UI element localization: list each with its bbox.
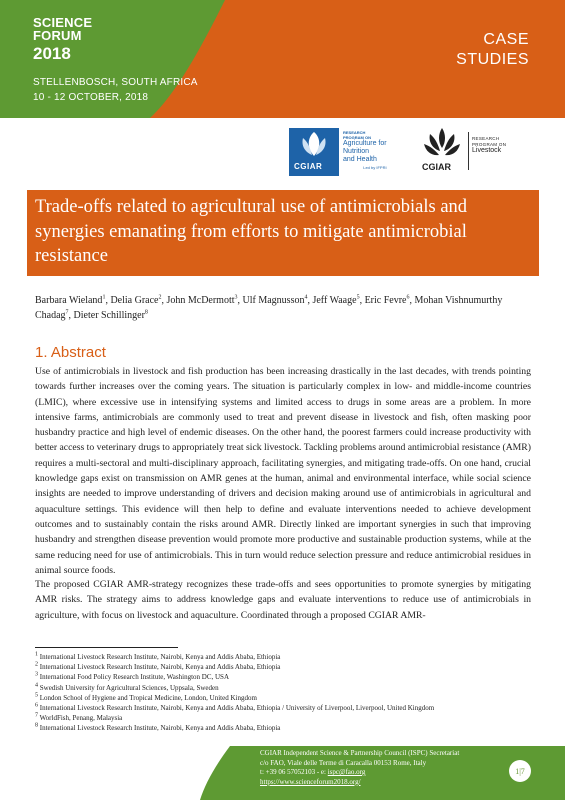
a4nh-logo-text [339,128,387,176]
livestock-line1: RESEARCH [472,136,500,141]
footer-white-curve [0,746,230,800]
footnote [35,683,545,693]
a4nh-line3: Agriculture for [343,140,387,147]
forum-dates: 10 - 12 OCTOBER, 2018 [33,92,149,103]
author [243,295,313,306]
a4nh-logo [289,128,397,176]
footnote-marker: 5 [35,692,38,699]
author-affiliation-marker: 6 [406,294,410,301]
livestock-logo [418,124,538,178]
footnote-marker: 3 [35,672,38,679]
case-studies-label [456,30,529,70]
title-band [27,190,539,276]
a4nh-line5: and Health [343,156,377,163]
footnote [35,723,545,733]
forum-year: 2018 [33,44,71,63]
author-affiliation-marker: 4 [304,294,308,301]
a4nh-line4: Nutrition [343,148,370,155]
author-name: Dieter Schillinger [73,310,145,321]
footnote [35,662,545,672]
page-number: 1|7 [509,760,531,782]
author [365,295,415,306]
author [312,295,364,306]
footnote-marker: 1 [35,651,38,658]
footnote [35,693,545,703]
footer-line1: CGIAR Independent Science & Partnership Council (ISPC) Secretariat [260,749,460,757]
author [166,295,242,306]
footnote-text: International Livestock Research Institute, Nairobi, Kenya and Addis Ababa, Ethiopia / University of Liverpool, Liverpool, United Kingdom [38,704,435,713]
footer-contact [260,749,459,787]
footnote [35,703,545,713]
case-line2: STUDIES [456,51,529,68]
footnote-divider [35,647,178,648]
section-title: Abstract [50,344,106,361]
author-separator: , [307,295,313,306]
footer-line2: c/o FAO, Viale delle Terme di Caracalla 00153 Rome, Italy [260,758,427,767]
livestock-logo-text [472,136,506,154]
author-name: Barbara Wieland [35,295,103,306]
footnote-text: Swedish University for Agricultural Sciences, Uppsala, Sweden [38,683,219,692]
a4nh-cgiar-text: CGIAR [294,162,323,171]
author [110,295,166,306]
author-affiliation-marker: 5 [356,294,360,301]
a4nh-logo-mark [289,128,339,176]
author-affiliation-marker: 2 [158,294,162,301]
footnote-marker: 7 [35,712,38,719]
footnote-marker: 8 [35,723,38,730]
livestock-line3: Livestock [472,147,502,154]
forum-name-line1: SCIENCE [33,15,93,30]
footnote [35,652,545,662]
author-affiliation-marker: 1 [102,294,106,301]
author-affiliation-marker: 7 [65,309,69,316]
author-separator: , [68,310,74,321]
author-affiliation-marker: 8 [144,309,148,316]
footnote [35,713,545,723]
forum-location: STELLENBOSCH, SOUTH AFRICA [33,77,198,88]
footer-url-link[interactable]: https://www.scienceforum2018.org/ [260,777,361,786]
author-separator: , [161,295,167,306]
footnote-marker: 4 [35,682,38,689]
footnote-text: International Livestock Research Institute, Nairobi, Kenya and Addis Ababa, Ethiopia [38,663,281,672]
logo-divider [468,132,469,170]
footer-phone: t: +39 06 57052103 - e: [260,768,328,776]
section-number: 1. [35,344,48,361]
author-name: Eric Fevre [364,295,407,306]
footnote-text: WorldFish, Penang, Malaysia [38,714,123,723]
author-name: Jeff Waage [312,295,357,306]
author-name: John McDermott [166,295,235,306]
livestock-cgiar-text: CGIAR [422,162,451,172]
author-affiliation-marker: 3 [234,294,238,301]
author-separator: , [409,295,415,306]
footnote-text: International Livestock Research Institute, Nairobi, Kenya and Addis Ababa, Ethiopia [38,653,281,661]
abstract-paragraph-1: Use of antimicrobials in livestock and fish production has been increasing drastically in the last decades, with trends pointing towards further increases over the coming years. The situation is particularly complex in low- and middle-income countries (LMIC), where excessive use in intensifying systems and limited access to drugs in some areas are a problem. In more intensive farms, antimicrobials are commonly used to treat and prevent disease in livestock and fish, often masking poor husbandry practice and high level of endemic diseases. On the other hand, the poorest farmers could increase productivity with better access to veterinary drugs to appropriately treat sick livestock. Tackling problems around antimicrobial resistance (AMR) requires a multi-sectoral and multi-disciplinary approach, facilitating synergies, and mitigating trade-offs. On one hand, crucial knowledge gaps exist on transmission on AMR genes at the human, animal and environmental interface, while social science insights are needed to improve understanding of drivers and decision making around use of antimicrobials in agricultural and aquaculture settings. This evidence will then help to define and evaluate interventions needed to achieve development outcomes and to sustainably contain the risks around AMR. Directly linked are important synergies in such that improving husbandry and strengthen disease prevention would promote more productive and sustainable production systems, while at the same reducing need for use of antimicrobials. This in turn would reduce selection pressure and reduce antimicrobial residues in animal source foods. [35,366,531,576]
author-separator: , [237,295,243,306]
section-heading [35,344,106,361]
author-name: Ulf Magnusson [242,295,305,306]
footnote [35,672,545,682]
footer-email-link[interactable]: ispc@fao.org [327,768,366,776]
author-separator: , [105,295,111,306]
footnote-text: London School of Hygiene and Tropical Medicine, London, United Kingdom [38,693,257,702]
case-line1: CASE [483,31,529,48]
footnote-text: International Food Policy Research Institute, Washington DC, USA [38,673,230,682]
a4nh-line1: RESEARCH [343,130,366,135]
author [35,295,110,306]
footnote-marker: 6 [35,702,38,709]
abstract-paragraph-2: The proposed CGIAR AMR-strategy recognizes these trade-offs and sees opportunities to promote synergies by mitigating AMR risks. The strategy aims to address knowledge gaps and evaluate interventions to reduce use of antimicrobials in agriculture, with focus on livestock and aquaculture. Coordinated through a proposed CGIAR AMR- [35,579,531,621]
cgiar-emblem-icon [418,124,466,162]
footnote-text: International Livestock Research Institute, Nairobi, Kenya and Addis Ababa, Ethiopia [38,724,281,733]
author [74,310,148,321]
a4nh-led-by: Led by IFPRI [363,165,387,170]
footer-line3 [260,768,459,778]
author-name: Mohan Vishnumurthy Chadag [35,295,503,321]
author-separator: , [359,295,365,306]
author-name: Delia Grace [110,295,159,306]
header-banner [0,0,565,118]
a4nh-line2: PROGRAM ON [343,135,371,140]
livestock-line2: PROGRAM ON [472,142,507,147]
forum-name [33,16,92,42]
footnote-list [35,652,545,734]
forum-name-line2: FORUM [33,28,82,43]
crop-icon [289,128,339,162]
document-title: Trade-offs related to agricultural use of antimicrobials and synergies emanating from efforts to mitigate antimicrobial resistance [35,197,468,266]
author-list [35,293,535,323]
footnote-marker: 2 [35,661,38,668]
